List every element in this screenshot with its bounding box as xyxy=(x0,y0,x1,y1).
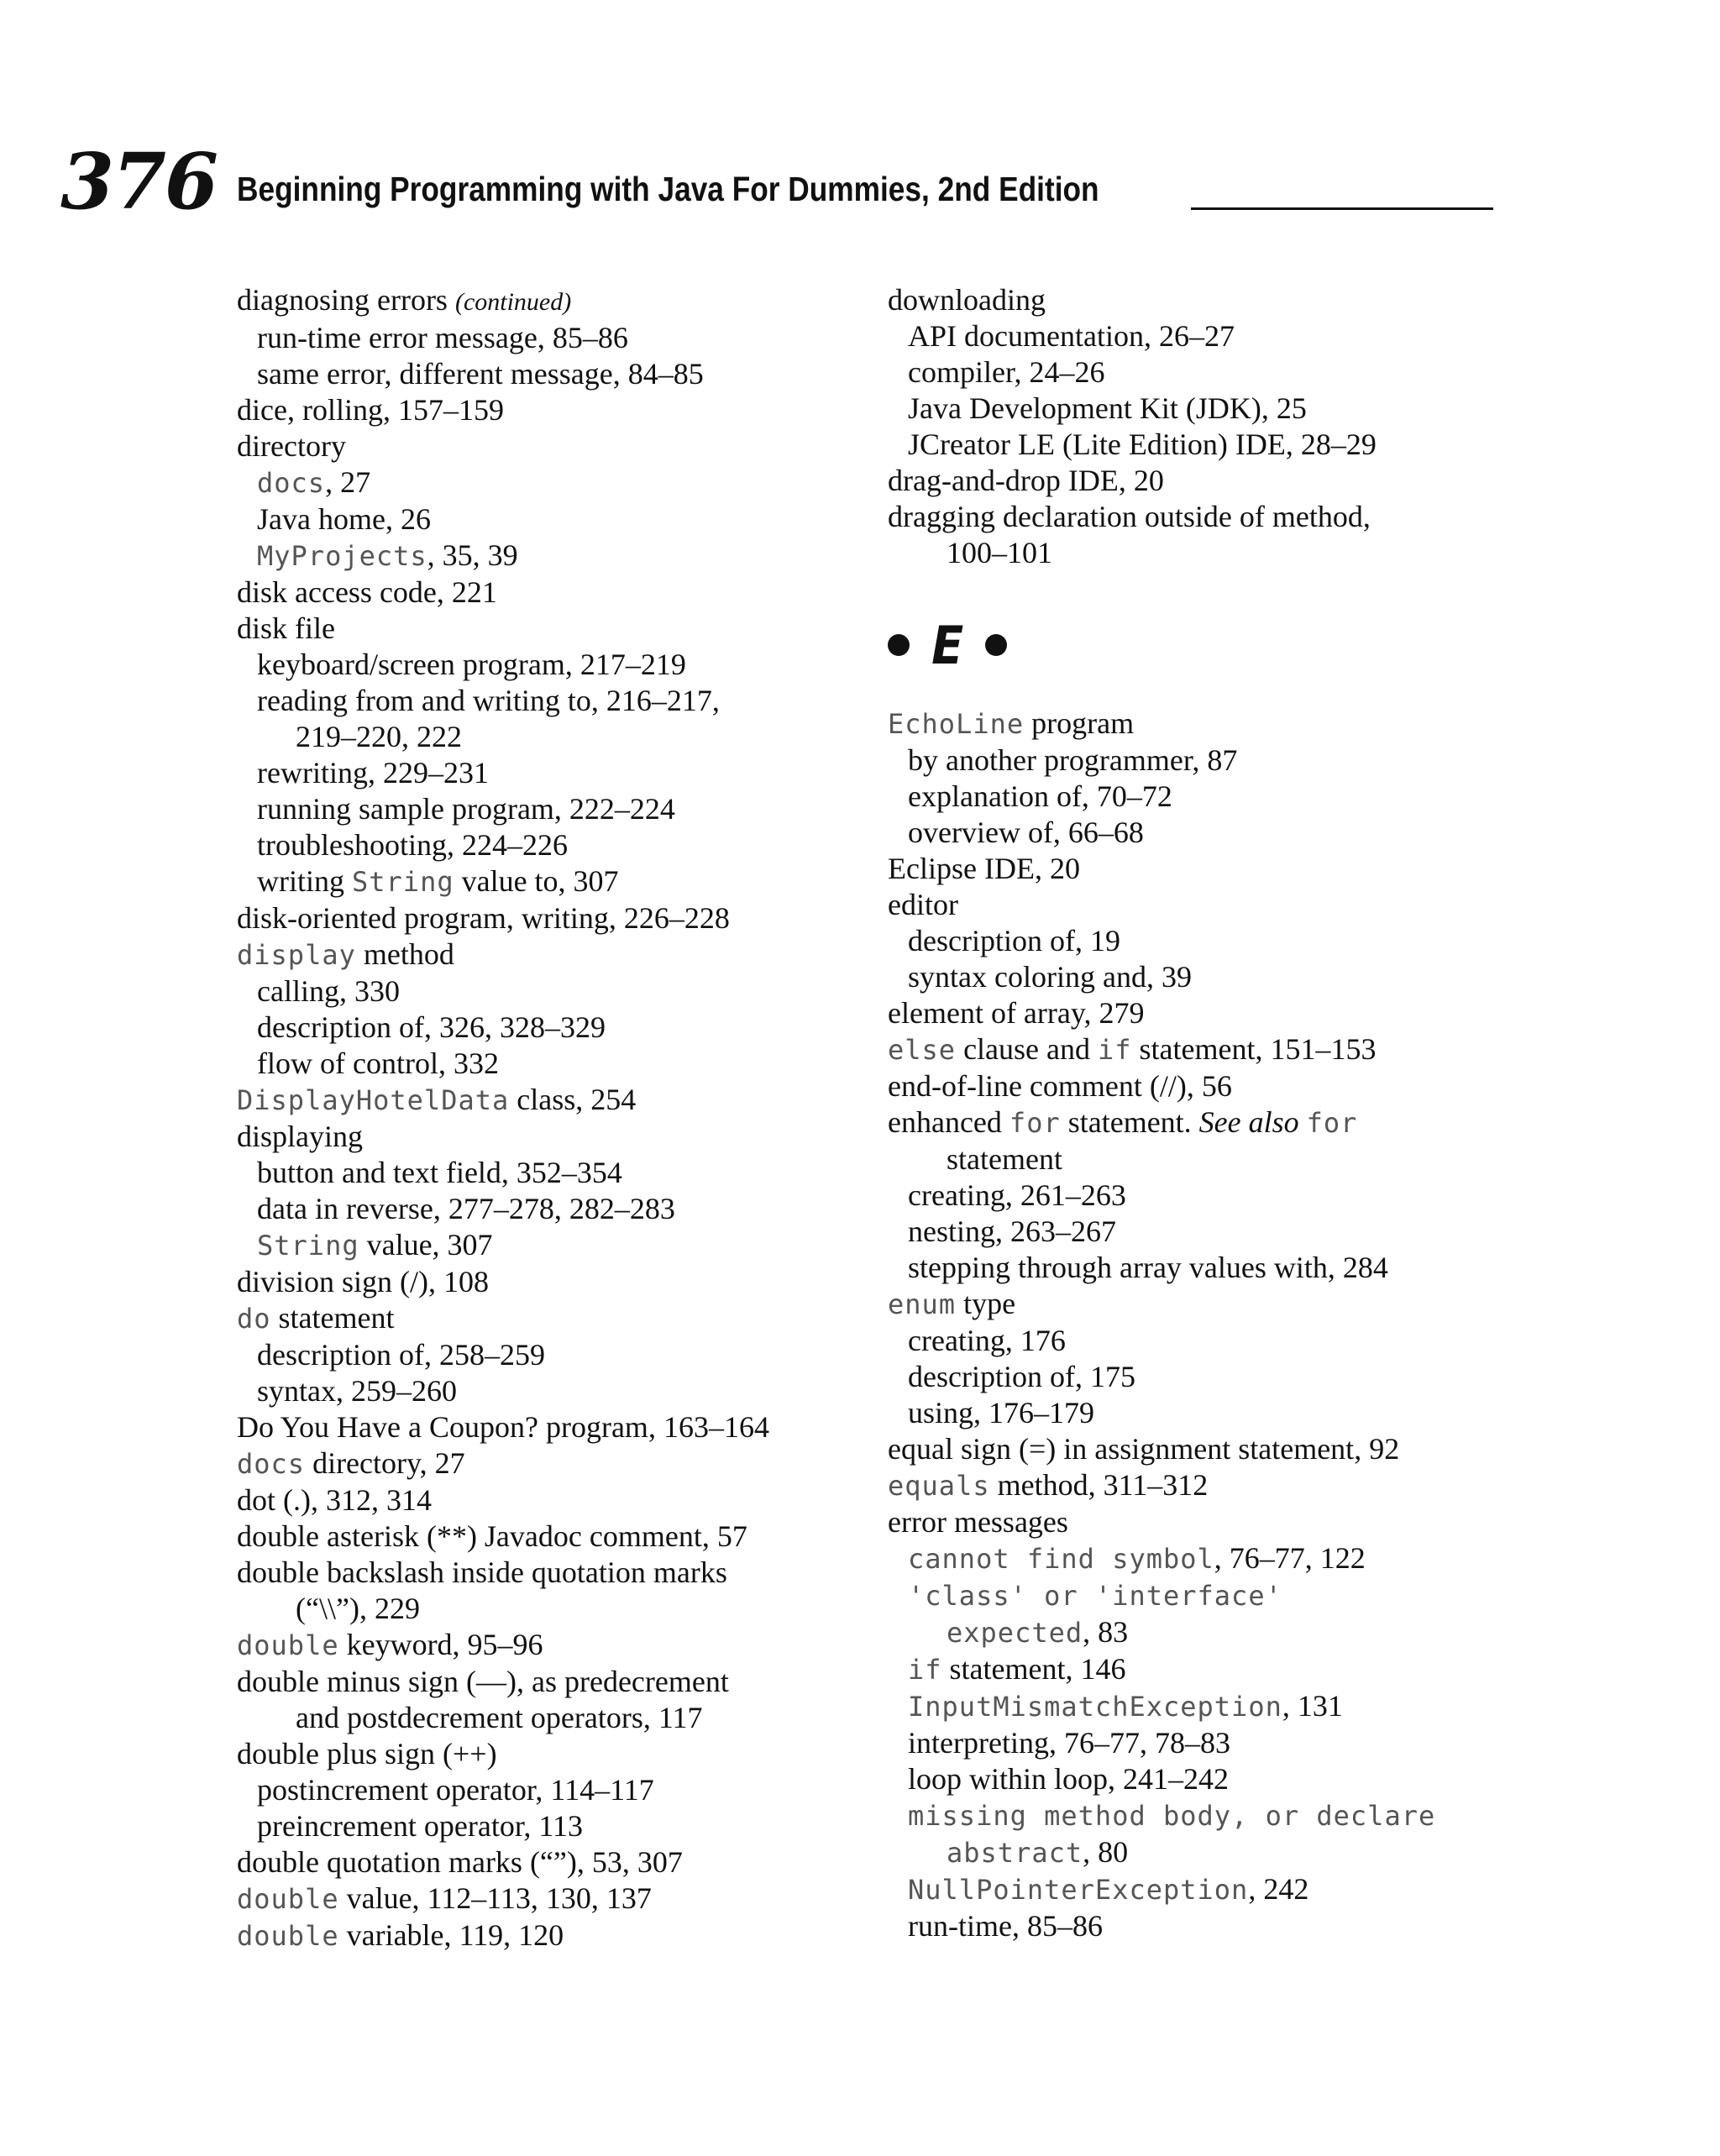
index-entry xyxy=(237,1119,842,1155)
code-term: docs xyxy=(237,1448,306,1480)
entry-text: description of, 175 xyxy=(908,1360,1135,1393)
entry-text: editor xyxy=(888,888,958,921)
entry-text: (continued) xyxy=(454,288,572,316)
index-subentry xyxy=(237,501,842,538)
entry-text: running sample program, 222–224 xyxy=(257,792,675,826)
index-entry xyxy=(888,282,1509,318)
index-entry xyxy=(237,1664,842,1700)
code-term: 'class' or 'interface' xyxy=(908,1580,1282,1612)
entry-text: nesting, 263–267 xyxy=(908,1214,1116,1248)
entry-text: postincrement operator, 114–117 xyxy=(257,1773,654,1807)
code-term: MyProjects xyxy=(257,540,427,572)
index-subentry xyxy=(888,779,1509,815)
section-letter: E xyxy=(931,614,964,676)
code-term: NullPointerException xyxy=(908,1874,1249,1906)
entry-text: directory, 27 xyxy=(305,1446,465,1480)
code-term: EchoLine xyxy=(888,708,1025,740)
entry-text: troubleshooting, 224–226 xyxy=(257,828,568,862)
index-entry xyxy=(888,463,1509,499)
entry-text: value to, 307 xyxy=(454,864,619,898)
entry-text xyxy=(1299,1105,1307,1139)
entry-text: and postdecrement operators, 117 xyxy=(296,1701,703,1734)
code-term: for xyxy=(1009,1107,1061,1139)
index-entry-continuation xyxy=(237,1591,842,1627)
entry-text: keyword, 95–96 xyxy=(338,1628,543,1661)
index-column-right xyxy=(888,282,1509,1944)
code-term: equals xyxy=(888,1470,990,1502)
index-subentry xyxy=(888,1250,1509,1286)
entry-text: See also xyxy=(1198,1105,1299,1139)
index-entry xyxy=(237,1264,842,1300)
entry-text: error messages xyxy=(888,1505,1068,1539)
index-entry xyxy=(237,1082,842,1119)
entry-text: (“\\”), 229 xyxy=(296,1592,420,1625)
entry-text: double quotation marks (“”), 53, 307 xyxy=(237,1845,683,1879)
index-entry xyxy=(237,1881,842,1917)
entry-text: statement xyxy=(947,1142,1062,1176)
entry-text: disk file xyxy=(237,611,335,645)
entry-text: statement. xyxy=(1060,1105,1199,1139)
entry-text: , 76–77, 122 xyxy=(1214,1541,1366,1575)
index-subentry xyxy=(888,1871,1509,1908)
section-heading-e xyxy=(888,605,1509,685)
entry-text: writing xyxy=(257,864,352,898)
index-entry xyxy=(237,574,842,611)
entry-text: program xyxy=(1024,706,1135,740)
index-entry xyxy=(888,995,1509,1031)
entry-text: directory xyxy=(237,429,346,463)
entry-text: JCreator LE (Lite Edition) IDE, 28–29 xyxy=(908,428,1377,461)
index-subentry xyxy=(888,923,1509,959)
entry-text: equal sign (=) in assignment statement, 92 xyxy=(888,1432,1400,1466)
code-term: do xyxy=(237,1303,271,1335)
entry-text: calling, 330 xyxy=(257,974,400,1008)
entry-text: description of, 19 xyxy=(908,924,1120,957)
entry-text: diagnosing errors xyxy=(237,283,455,317)
index-subentry xyxy=(237,1808,842,1844)
page-number: 376 xyxy=(60,136,218,227)
code-term: docs xyxy=(257,467,326,499)
entry-text: button and text field, 352–354 xyxy=(257,1156,622,1189)
entry-text: creating, 261–263 xyxy=(908,1178,1126,1212)
entry-text: element of array, 279 xyxy=(888,996,1145,1030)
entry-text: same error, different message, 84–85 xyxy=(257,357,704,391)
bullet-right xyxy=(985,634,1007,656)
entry-text: dot (.), 312, 314 xyxy=(237,1483,432,1517)
index-entry xyxy=(237,936,842,973)
index-subentry xyxy=(888,1395,1509,1431)
entry-text: 100–101 xyxy=(947,536,1052,569)
index-entry xyxy=(888,851,1509,887)
entry-text: Java Development Kit (JDK), 25 xyxy=(908,391,1307,425)
code-term: display xyxy=(237,939,356,971)
code-term: DisplayHotelData xyxy=(237,1084,510,1116)
index-entry-continuation xyxy=(888,1141,1509,1178)
header-rule xyxy=(1191,207,1493,210)
code-term: String xyxy=(257,1230,359,1262)
index-subentry xyxy=(888,427,1509,463)
index-subentry xyxy=(888,1651,1509,1688)
index-subentry xyxy=(888,391,1509,427)
index-subentry xyxy=(888,1323,1509,1359)
index-subentry xyxy=(888,1908,1509,1944)
index-entry-continuation xyxy=(888,535,1509,571)
index-subentry xyxy=(888,1725,1509,1761)
index-subentry xyxy=(888,815,1509,851)
entry-text: method xyxy=(355,937,454,971)
entry-text: run-time error message, 85–86 xyxy=(257,321,628,354)
entry-text: run-time, 85–86 xyxy=(908,1909,1103,1943)
index-entry xyxy=(237,611,842,647)
index-entry xyxy=(237,392,842,428)
index-subentry xyxy=(237,1155,842,1191)
index-subentry xyxy=(237,538,842,574)
entry-text: description of, 326, 328–329 xyxy=(257,1010,606,1044)
index-entry xyxy=(237,1917,842,1954)
index-entry xyxy=(888,1031,1509,1068)
index-entry xyxy=(237,1844,842,1881)
code-term: cannot find symbol xyxy=(908,1543,1214,1575)
code-term: for xyxy=(1306,1107,1358,1139)
entry-text: , 27 xyxy=(325,465,371,499)
index-entry xyxy=(237,1409,842,1445)
entry-text: drag-and-drop IDE, 20 xyxy=(888,464,1164,497)
entry-text: dice, rolling, 157–159 xyxy=(237,393,504,427)
entry-text: , 35, 39 xyxy=(427,538,518,572)
entry-text: Java home, 26 xyxy=(257,502,431,536)
code-term: InputMismatchException xyxy=(908,1691,1282,1723)
index-entry xyxy=(888,1104,1509,1141)
code-term: enum xyxy=(888,1288,957,1320)
code-term: missing method body, or declare xyxy=(908,1800,1436,1832)
entry-text: end-of-line comment (//), 56 xyxy=(888,1069,1232,1103)
index-subentry xyxy=(888,1214,1509,1250)
index-subentry xyxy=(237,1337,842,1373)
index-subentry xyxy=(237,1373,842,1409)
index-subentry xyxy=(237,1191,842,1227)
index-subentry xyxy=(888,1761,1509,1797)
entry-text: , 83 xyxy=(1083,1615,1129,1649)
entry-text: statement, 146 xyxy=(941,1652,1126,1686)
index-entry xyxy=(888,1467,1509,1504)
index-entry xyxy=(888,1286,1509,1323)
entry-text: interpreting, 76–77, 78–83 xyxy=(908,1726,1230,1760)
index-subentry xyxy=(237,1046,842,1082)
index-subentry xyxy=(237,863,842,900)
entry-text: double plus sign (++) xyxy=(237,1737,497,1770)
entry-text: creating, 176 xyxy=(908,1324,1066,1357)
code-term: abstract xyxy=(947,1837,1083,1869)
index-entry-continuation xyxy=(888,1834,1509,1871)
code-term: expected xyxy=(947,1617,1083,1649)
entry-text: overview of, 66–68 xyxy=(908,816,1144,849)
index-subentry xyxy=(888,1688,1509,1725)
index-subentry xyxy=(237,320,842,356)
index-entry xyxy=(237,1519,842,1555)
index-subentry xyxy=(888,354,1509,391)
index-subentry xyxy=(237,683,842,719)
code-term: else xyxy=(888,1034,957,1066)
entry-text: double minus sign (—), as predecrement xyxy=(237,1665,729,1698)
index-subentry xyxy=(888,1797,1509,1834)
entry-text: class, 254 xyxy=(509,1083,637,1116)
entry-text: division sign (/), 108 xyxy=(237,1265,490,1298)
code-term: double xyxy=(237,1920,339,1952)
entry-text: displaying xyxy=(237,1120,363,1153)
index-entry-continuation xyxy=(888,1614,1509,1651)
entry-text: API documentation, 26–27 xyxy=(908,319,1235,353)
index-subentry xyxy=(237,1772,842,1808)
entry-text: value, 307 xyxy=(359,1228,493,1262)
entry-text: by another programmer, 87 xyxy=(908,743,1238,777)
entry-text: keyboard/screen program, 217–219 xyxy=(257,648,686,681)
index-entry xyxy=(888,499,1509,535)
index-subentry xyxy=(237,791,842,827)
entry-text: reading from and writing to, 216–217, xyxy=(257,684,720,717)
entry-text: explanation of, 70–72 xyxy=(908,779,1172,813)
index-entry xyxy=(237,1627,842,1664)
entry-text: , 80 xyxy=(1083,1835,1129,1869)
index-entry xyxy=(237,282,842,320)
index-group-d-continued xyxy=(888,282,1509,571)
index-subentry xyxy=(237,1010,842,1046)
entry-text: downloading xyxy=(888,283,1046,317)
index-entry xyxy=(237,428,842,464)
code-term: double xyxy=(237,1883,339,1915)
entry-text: statement, 151–153 xyxy=(1131,1032,1377,1066)
code-term: if xyxy=(908,1654,942,1686)
index-group-e xyxy=(888,706,1509,1944)
index-subentry xyxy=(237,356,842,392)
entry-text: , 242 xyxy=(1248,1872,1309,1906)
index-subentry xyxy=(888,1577,1509,1614)
index-entry-continuation xyxy=(237,719,842,755)
entry-text: syntax coloring and, 39 xyxy=(908,960,1192,994)
index-subentry xyxy=(237,1227,842,1264)
index-entry xyxy=(237,1555,842,1591)
entry-text: 219–220, 222 xyxy=(296,720,462,753)
entry-text: data in reverse, 277–278, 282–283 xyxy=(257,1192,675,1225)
index-subentry xyxy=(237,973,842,1010)
index-subentry xyxy=(888,1359,1509,1395)
code-term: String xyxy=(352,866,454,898)
index-subentry xyxy=(237,647,842,683)
entry-text: syntax, 259–260 xyxy=(257,1374,457,1408)
entry-text: enhanced xyxy=(888,1105,1009,1139)
code-term: if xyxy=(1098,1034,1132,1066)
entry-text: description of, 258–259 xyxy=(257,1338,545,1372)
entry-text: dragging declaration outside of method, xyxy=(888,500,1371,533)
index-entry xyxy=(237,1736,842,1772)
entry-text: compiler, 24–26 xyxy=(908,355,1105,389)
entry-text: disk-oriented program, writing, 226–228 xyxy=(237,901,730,935)
index-entry xyxy=(888,1068,1509,1104)
index-subentry xyxy=(237,755,842,791)
entry-text: flow of control, 332 xyxy=(257,1047,499,1080)
index-entry xyxy=(888,887,1509,923)
entry-text: preincrement operator, 113 xyxy=(257,1809,584,1843)
entry-text: disk access code, 221 xyxy=(237,575,497,609)
index-subentry xyxy=(888,1540,1509,1577)
index-entry xyxy=(888,1431,1509,1467)
index-entry xyxy=(237,1300,842,1337)
entry-text: using, 176–179 xyxy=(908,1396,1095,1429)
index-entry-continuation xyxy=(237,1700,842,1736)
entry-text: loop within loop, 241–242 xyxy=(908,1762,1230,1796)
index-entry xyxy=(888,706,1509,742)
entry-text: , 131 xyxy=(1282,1689,1343,1723)
index-entry xyxy=(888,1504,1509,1540)
entry-text: Eclipse IDE, 20 xyxy=(888,852,1080,885)
entry-text: rewriting, 229–231 xyxy=(257,756,489,789)
index-subentry xyxy=(888,318,1509,354)
code-term: double xyxy=(237,1629,339,1661)
entry-text: variable, 119, 120 xyxy=(338,1918,564,1952)
index-column-left xyxy=(237,282,842,1954)
entry-text: value, 112–113, 130, 137 xyxy=(338,1881,652,1915)
index-subentry xyxy=(237,827,842,863)
entry-text: statement xyxy=(270,1301,395,1335)
bullet-left xyxy=(888,634,910,656)
entry-text: double backslash inside quotation marks xyxy=(237,1555,727,1589)
index-subentry xyxy=(237,464,842,501)
entry-text: Do You Have a Coupon? program, 163–164 xyxy=(237,1410,769,1444)
index-entry xyxy=(237,900,842,936)
running-head: Beginning Programming with Java For Dummies, 2nd Edition xyxy=(237,170,1099,208)
entry-text: stepping through array values with, 284 xyxy=(908,1251,1388,1284)
index-subentry xyxy=(888,742,1509,779)
index-subentry xyxy=(888,959,1509,995)
index-subentry xyxy=(888,1178,1509,1214)
index-entry xyxy=(237,1482,842,1519)
entry-text: double asterisk (**) Javadoc comment, 57 xyxy=(237,1519,747,1553)
entry-text: method, 311–312 xyxy=(989,1468,1209,1502)
entry-text: clause and xyxy=(956,1032,1098,1066)
index-entry xyxy=(237,1445,842,1482)
entry-text: type xyxy=(956,1287,1016,1320)
